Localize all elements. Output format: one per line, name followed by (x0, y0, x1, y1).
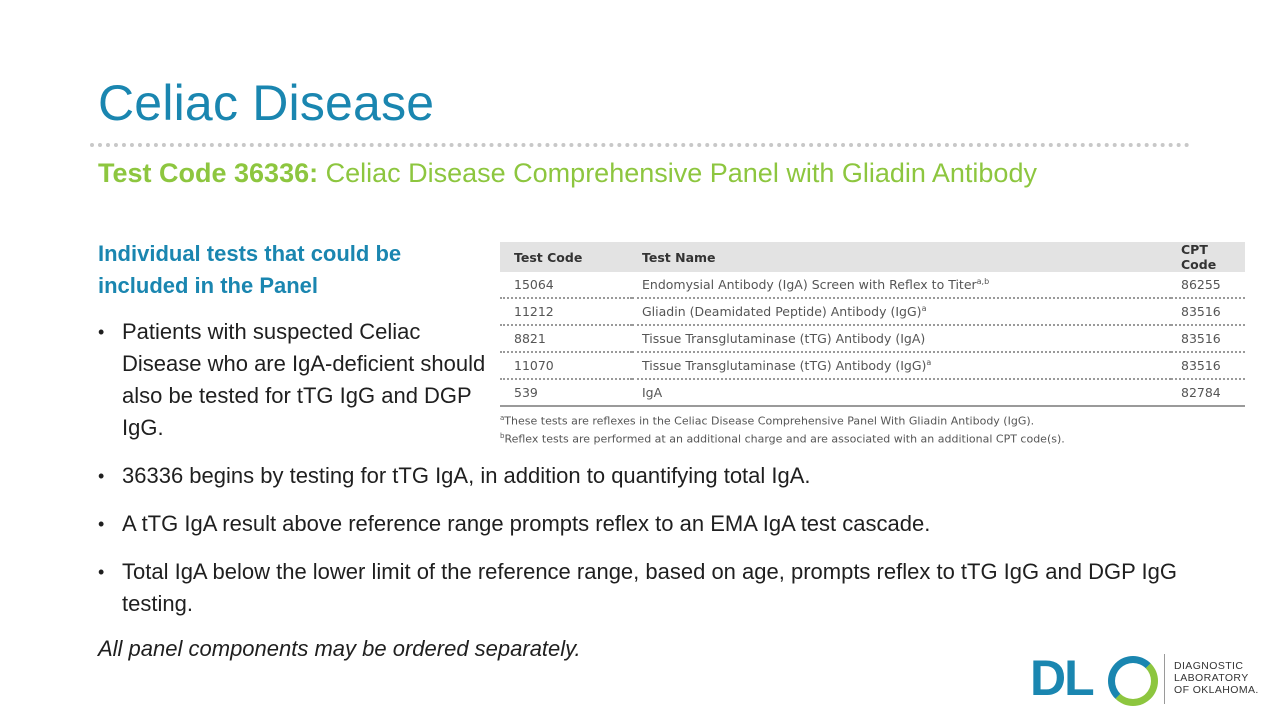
logo-wordmark: DIAGNOSTIC LABORATORY OF OKLAHOMA. (1174, 660, 1259, 696)
subtitle-panel-name: Celiac Disease Comprehensive Panel with Gliadin Antibody (318, 158, 1037, 188)
cell-test-name: Gliadin (Deamidated Peptide) Antibody (IgG)$^a$ (632, 298, 1171, 325)
table-row (500, 325, 1245, 352)
bullet-list-1 (98, 316, 488, 444)
bullet-icon: • (98, 466, 105, 486)
table-footnotes (500, 411, 1245, 446)
bullet-text: A tTG IgA result above reference range prompts reflex to an EMA IgA test cascade. (122, 511, 931, 536)
dlo-logo (1030, 652, 1270, 708)
header-cpt-code: CPT Code (1171, 242, 1245, 272)
cell-cpt-code: 82784 (1171, 379, 1245, 406)
header-test-name: Test Name (632, 242, 1171, 272)
ordering-note: All panel components may be ordered separately. (98, 636, 581, 661)
cell-test-name: IgA (632, 379, 1171, 406)
cell-test-code: 11212 (500, 298, 632, 325)
bullet-list-4 (98, 556, 1178, 620)
cell-test-name: Tissue Transglutaminase (tTG) Antibody (IgG)$^a$ (632, 352, 1171, 379)
footnote-a: $^a$These tests are reflexes in the Celiac Disease Comprehensive Panel With Gliadin Antibody (IgG). (500, 414, 1035, 428)
cell-test-name: Endomysial Antibody (IgA) Screen with Reflex to Titer$^{a,b}$ (632, 272, 1171, 298)
cell-test-code: 539 (500, 379, 632, 406)
logo-ring-icon (1108, 656, 1158, 706)
bullet-item (98, 508, 1178, 540)
bullet-icon: • (98, 562, 105, 582)
bullet-list-2 (98, 460, 1178, 492)
table-row (500, 272, 1245, 298)
table-row (500, 298, 1245, 325)
cell-cpt-code: 86255 (1171, 272, 1245, 298)
cell-cpt-code: 83516 (1171, 325, 1245, 352)
table-row (500, 379, 1245, 406)
bullet-item (98, 556, 1178, 620)
bullet-icon: • (98, 514, 105, 534)
table-header-row (500, 242, 1245, 272)
bullet-item (98, 316, 488, 444)
cell-test-name: Tissue Transglutaminase (tTG) Antibody (IgA) (632, 325, 1171, 352)
logo-divider (1164, 654, 1165, 704)
table-row (500, 352, 1245, 379)
logo-letters: DL (1030, 650, 1093, 706)
title-divider (90, 143, 1190, 147)
cell-cpt-code: 83516 (1171, 298, 1245, 325)
subtitle-test-code: Test Code 36336: (98, 158, 319, 188)
footnote-b: $^b$Reflex tests are performed at an additional charge and are associated with an additional CPT code(s). (500, 431, 1065, 446)
cell-cpt-code: 83516 (1171, 352, 1245, 379)
bullet-list-3 (98, 508, 1178, 540)
header-test-code: Test Code (500, 242, 632, 272)
bullet-item (98, 460, 1178, 492)
cell-test-code: 8821 (500, 325, 632, 352)
slide-title: Celiac Disease (98, 75, 435, 131)
section-heading: Individual tests that could be included in the Panel (98, 241, 402, 298)
panel-test-table (500, 242, 1245, 446)
bullet-text: Patients with suspected Celiac Disease who are IgA-deficient should also be tested for tTG IgG and DGP IgG. (122, 319, 486, 440)
cell-test-code: 11070 (500, 352, 632, 379)
test-table (500, 242, 1245, 407)
slide-subtitle (98, 158, 1037, 189)
bullet-text: 36336 begins by testing for tTG IgA, in addition to quantifying total IgA. (122, 463, 811, 488)
bullet-icon: • (98, 322, 105, 342)
cell-test-code: 15064 (500, 272, 632, 298)
bullet-text: Total IgA below the lower limit of the reference range, based on age, prompts reflex to tTG IgG and DGP IgG testing. (122, 559, 1177, 616)
